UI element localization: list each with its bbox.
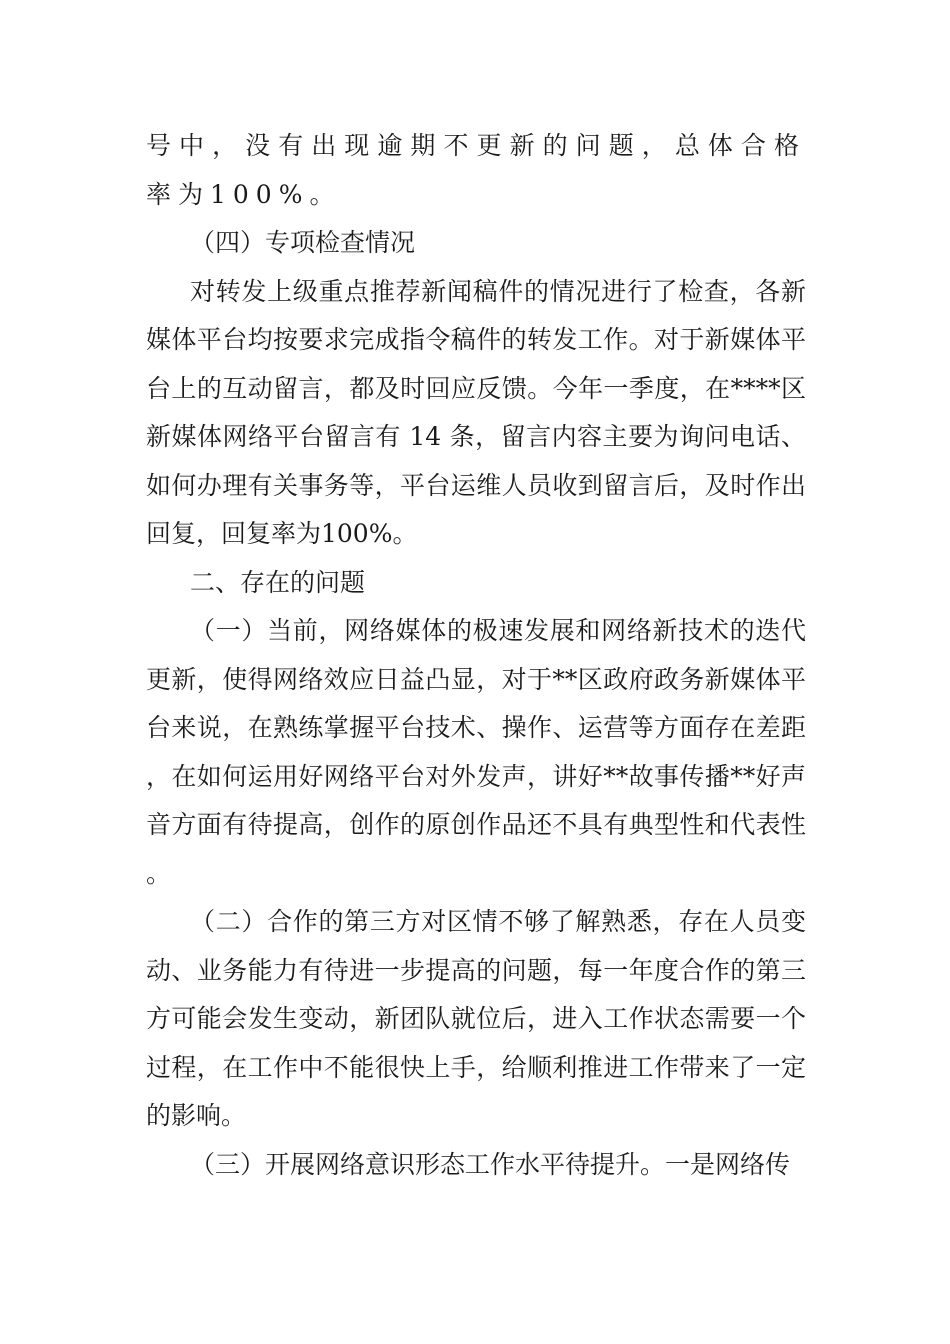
- paragraph-problem-three: （三）开展网络意识形态工作水平待提升。一是网络传: [190, 1149, 791, 1179]
- paragraph-problem-one: （一）当前，网络媒体的极速发展和网络新技术的迭代更新，使得网络效应日益凸显，对于**区政府政务新媒体平台来说，在熟练掌握平台技术、操作、运营等方面存在差距，在如何运用好网络平台对外发声，讲好**故事传播**好声音方面有待提高，创作的原创作品还不具有典型性和代表性。: [146, 616, 806, 888]
- section-heading-special-inspection: （四）专项检查情况: [190, 228, 416, 257]
- document-body: [146, 122, 806, 1189]
- section-heading-existing-problems: 二、存在的问题: [190, 567, 366, 597]
- paragraph-forwarding-inspection: 对转发上级重点推荐新闻稿件的情况进行了检查，各新媒体平台均按要求完成指令稿件的转发工作。对于新媒体平台上的互动留言，都及时回应反馈。今年一季度，在****区新媒体网络平台留言有 14 条，留言内容主要为询问电话、如何办理有关事务等，平台运维人员收到留言后，及时作出回复，回复率为100%。: [146, 276, 806, 548]
- paragraph-problem-two: （二）合作的第三方对区情不够了解熟悉，存在人员变动、业务能力有待进一步提高的问题，每一年度合作的第三方可能会发生变动，新团队就位后，进入工作状态需要一个过程，在工作中不能很快上手，给顺利推进工作带来了一定的影响。: [146, 907, 806, 1130]
- paragraph-continuation: 号中，没有出现逾期不更新的问题，总体合格率为100%。: [146, 131, 806, 209]
